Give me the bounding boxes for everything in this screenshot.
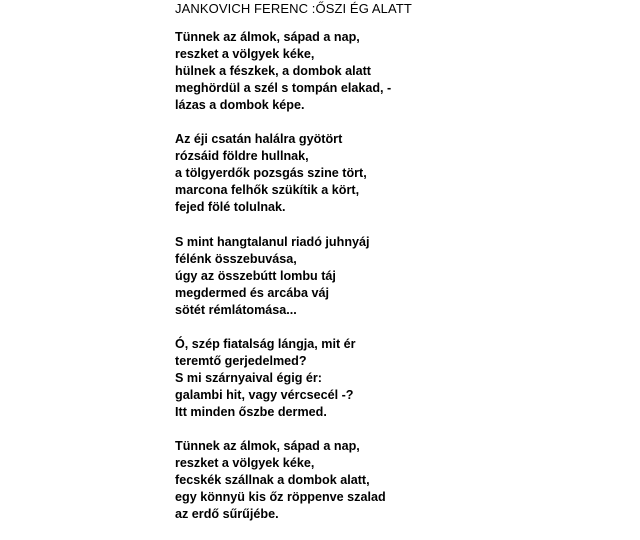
poem-line: Ó, szép fiatalság lángja, mit ér [175,336,356,351]
poem-line: egy könnyü kis őz röppenve szalad [175,490,386,505]
poem-line: hülnek a fészkek, a dombok alatt [175,64,371,79]
poem-line: reszket a völgyek kéke, [175,47,315,62]
poem-line: az erdő sűrűjébe. [175,507,279,522]
poem-line: a tölgyerdők pozsgás szine tört, [175,166,367,181]
poem-line: úgy az összebútt lombu táj [175,268,336,283]
poem-line: Itt minden őszbe dermed. [175,405,327,420]
poem-line: marcona felhők szükítik a kört, [175,183,360,198]
poem-line: lázas a dombok képe. [175,98,305,113]
poem-line: S mint hangtalanul riadó juhnyáj [175,234,370,249]
stanza-1 [175,29,615,114]
poem-line: félénk összebuvása, [175,251,297,266]
poem-line: rózsáid földre hullnak, [175,149,309,164]
poem-line: Az éji csatán halálra gyötört [175,132,343,147]
poem-line: meghördül a szél s tompán elakad, - [175,81,392,96]
poem-body [175,29,615,523]
stanza-3 [175,234,615,319]
poem-title: JANKOVICH FERENC :ŐSZI ÉG ALATT [175,1,412,16]
poem-line: sötét rémlátomása... [175,302,297,317]
poem-line: teremtő gerjedelmed? [175,353,307,368]
stanza-2 [175,131,615,216]
document-page [175,0,615,540]
poem-line: Tünnek az álmok, sápad a nap, [175,439,360,454]
stanza-5 [175,438,615,523]
poem-line: Tünnek az álmok, sápad a nap, [175,30,360,44]
stanza-4 [175,336,615,421]
poem-line: fejed fölé tolulnak. [175,200,286,215]
poem-line: S mi szárnyaival égig ér: [175,370,322,385]
poem-line: galambi hit, vagy vércsecél -? [175,387,354,402]
poem-line: reszket a völgyek kéke, [175,456,315,471]
poem-line: fecskék szállnak a dombok alatt, [175,473,370,488]
poem-line: megdermed és arcába váj [175,285,330,300]
